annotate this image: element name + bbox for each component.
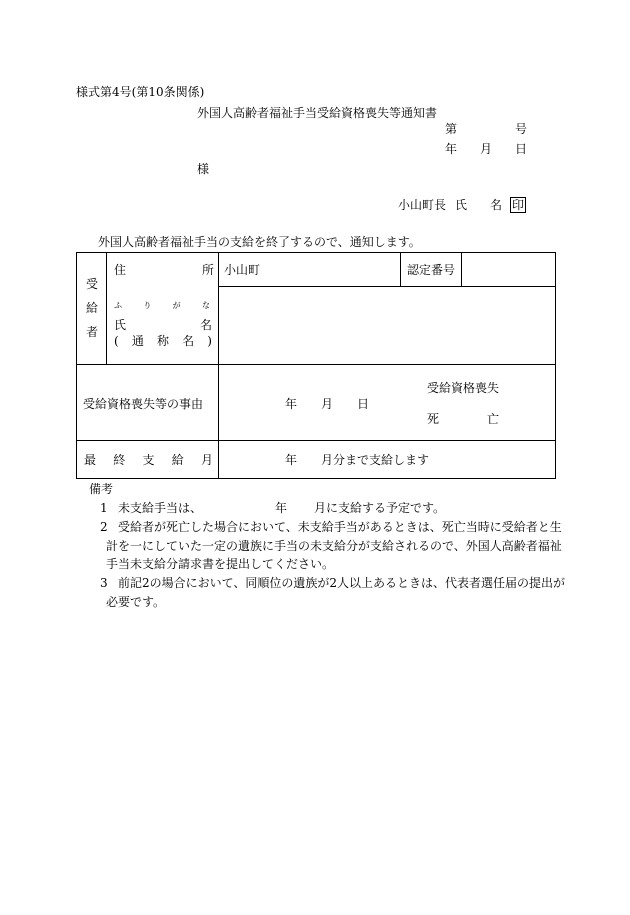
intro-text: 外国人高齢者福祉手当の支給を終了するので、通知します。 [98, 235, 421, 249]
loss-date-year: 年 [285, 397, 298, 411]
document-number-prefix: 第 [445, 122, 458, 136]
address-value[interactable]: 小山町 [224, 263, 261, 277]
seal-mark: 印 [512, 198, 525, 212]
column-divider [218, 253, 219, 479]
cert-number-label: 認定番号 [407, 263, 456, 277]
column-divider [461, 253, 462, 286]
row-divider [77, 364, 556, 365]
note-1-text-part2: 月に支給する予定です。 [314, 501, 446, 515]
final-payment-text: 月分まで支給します [321, 453, 430, 467]
issuer-title: 小山町長 [398, 198, 447, 212]
loss-reason-option-death: 死 亡 [427, 412, 499, 426]
column-divider [106, 253, 107, 364]
row-divider [218, 286, 556, 287]
loss-date-day: 日 [357, 397, 370, 411]
row-divider [77, 440, 556, 441]
remarks-heading: 備考 [89, 482, 114, 496]
note-2-line-3: 手当未支給分請求書を提出してください。 [106, 557, 335, 571]
issue-date-month: 月 [480, 142, 493, 156]
document-title: 外国人高齢者福祉手当受給資格喪失等通知書 [197, 106, 438, 120]
note-3-number: 3 [100, 576, 108, 590]
name-label: 氏 名 [114, 318, 212, 332]
alias-label: ( 通 称 名 ) [114, 334, 212, 348]
note-3-line-2: 必要です。 [106, 595, 166, 609]
final-payment-label: 最 終 支 給 月 [84, 453, 213, 467]
final-payment-year: 年 [285, 453, 298, 467]
note-3-line-1: 前記2の場合において、同順位の遺族が2人以上あるときは、代表者選任届の提出が [118, 576, 566, 590]
note-1-number: 1 [100, 501, 108, 515]
note-2-number: 2 [100, 520, 108, 534]
issue-date-day: 日 [515, 142, 528, 156]
issuer-name-label-2: 名 [490, 198, 503, 212]
issuer-name-label-1: 氏 [455, 198, 468, 212]
note-2-line-1: 受給者が死亡した場合において、未支給手当があるときは、死亡当時に受給者と生 [118, 520, 562, 534]
furigana-label: ふ り が な [114, 301, 210, 310]
note-2-line-2: 計を一にしていた一定の遺族に手当の未支給分が支給されるので、外国人高齢者福祉 [106, 539, 562, 553]
recipient-label-char: 者 [86, 325, 99, 339]
loss-reason-label: 受給資格喪失等の事由 [83, 397, 204, 411]
loss-date-month: 月 [321, 397, 334, 411]
address-label: 住 所 [114, 263, 214, 277]
recipient-table [76, 252, 556, 479]
note-1-text-part1: 未支給手当は、 [118, 501, 203, 515]
column-divider [400, 253, 401, 286]
issue-date-year: 年 [445, 142, 458, 156]
note-1-year: 年 [275, 501, 288, 515]
form-number: 様式第4号(第10条関係) [76, 85, 205, 99]
recipient-label-char: 受 [86, 277, 99, 291]
addressee-honorific: 様 [197, 162, 210, 176]
loss-reason-option-disqualified: 受給資格喪失 [427, 381, 500, 395]
recipient-label-char: 給 [86, 301, 99, 315]
document-number-suffix: 号 [515, 122, 528, 136]
